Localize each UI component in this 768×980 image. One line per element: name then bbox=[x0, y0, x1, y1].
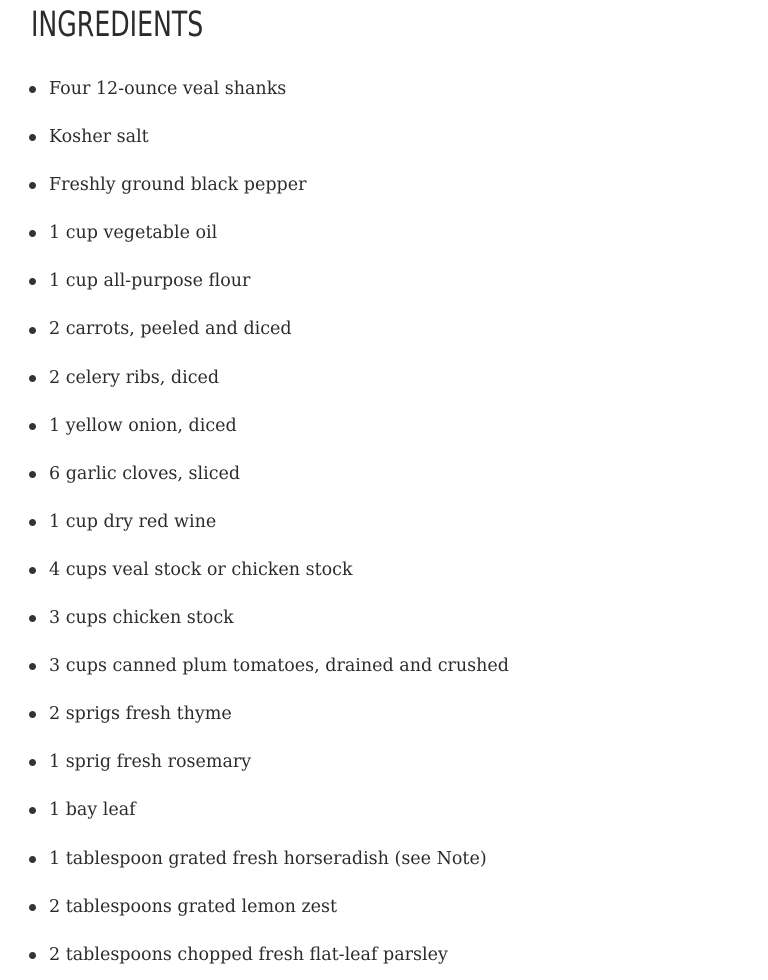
bullet-icon bbox=[29, 471, 36, 478]
bullet-icon bbox=[29, 423, 36, 430]
ingredient-item bbox=[0, 402, 768, 450]
ingredient-item bbox=[0, 690, 768, 738]
ingredient-item bbox=[0, 498, 768, 546]
ingredient-text: 1 bay leaf bbox=[49, 800, 136, 821]
ingredient-item bbox=[0, 642, 768, 690]
bullet-icon bbox=[29, 567, 36, 574]
ingredient-text: 4 cups veal stock or chicken stock bbox=[49, 559, 353, 580]
ingredient-item bbox=[0, 113, 768, 161]
ingredient-list bbox=[0, 65, 768, 979]
ingredient-item bbox=[0, 546, 768, 594]
bullet-icon bbox=[29, 952, 36, 959]
ingredient-item bbox=[0, 835, 768, 883]
ingredient-item bbox=[0, 594, 768, 642]
section-heading: INGREDIENTS bbox=[31, 5, 204, 45]
ingredient-text: 2 carrots, peeled and diced bbox=[49, 319, 292, 340]
ingredient-item bbox=[0, 450, 768, 498]
ingredient-text: 1 sprig fresh rosemary bbox=[49, 752, 252, 773]
ingredient-item bbox=[0, 883, 768, 931]
bullet-icon bbox=[29, 904, 36, 911]
ingredient-text: Freshly ground black pepper bbox=[49, 175, 307, 196]
ingredient-text: 3 cups chicken stock bbox=[49, 608, 234, 629]
bullet-icon bbox=[29, 856, 36, 863]
bullet-icon bbox=[29, 327, 36, 334]
ingredient-item bbox=[0, 738, 768, 786]
bullet-icon bbox=[29, 182, 36, 189]
bullet-icon bbox=[29, 86, 36, 93]
bullet-icon bbox=[29, 278, 36, 285]
ingredient-text: 2 tablespoons chopped fresh flat-leaf parsley bbox=[49, 944, 448, 965]
ingredient-text: Four 12-ounce veal shanks bbox=[49, 79, 287, 99]
ingredient-text: 1 cup vegetable oil bbox=[49, 223, 218, 244]
ingredient-text: 2 tablespoons grated lemon zest bbox=[49, 896, 338, 917]
ingredient-item bbox=[0, 305, 768, 353]
ingredient-text: 2 celery ribs, diced bbox=[49, 367, 220, 388]
ingredient-item bbox=[0, 931, 768, 979]
bullet-icon bbox=[29, 134, 36, 141]
ingredient-item bbox=[0, 257, 768, 305]
ingredient-text: 1 tablespoon grated fresh horseradish (see Note) bbox=[49, 848, 487, 869]
ingredient-text: 1 yellow onion, diced bbox=[49, 415, 237, 436]
ingredient-item bbox=[0, 161, 768, 209]
bullet-icon bbox=[29, 759, 36, 766]
bullet-icon bbox=[29, 615, 36, 622]
bullet-icon bbox=[29, 807, 36, 814]
ingredient-item bbox=[0, 786, 768, 834]
ingredient-text: 2 sprigs fresh thyme bbox=[49, 704, 232, 725]
ingredient-text: 1 cup all-purpose flour bbox=[49, 271, 251, 292]
bullet-icon bbox=[29, 663, 36, 670]
bullet-icon bbox=[29, 711, 36, 718]
ingredient-text: Kosher salt bbox=[49, 127, 149, 148]
ingredient-text: 1 cup dry red wine bbox=[49, 511, 217, 532]
bullet-icon bbox=[29, 230, 36, 237]
ingredient-item bbox=[0, 209, 768, 257]
ingredient-item bbox=[0, 354, 768, 402]
ingredient-item bbox=[0, 65, 768, 113]
ingredient-text: 3 cups canned plum tomatoes, drained and crushed bbox=[49, 656, 509, 677]
bullet-icon bbox=[29, 519, 36, 526]
ingredient-text: 6 garlic cloves, sliced bbox=[49, 463, 241, 484]
bullet-icon bbox=[29, 375, 36, 382]
